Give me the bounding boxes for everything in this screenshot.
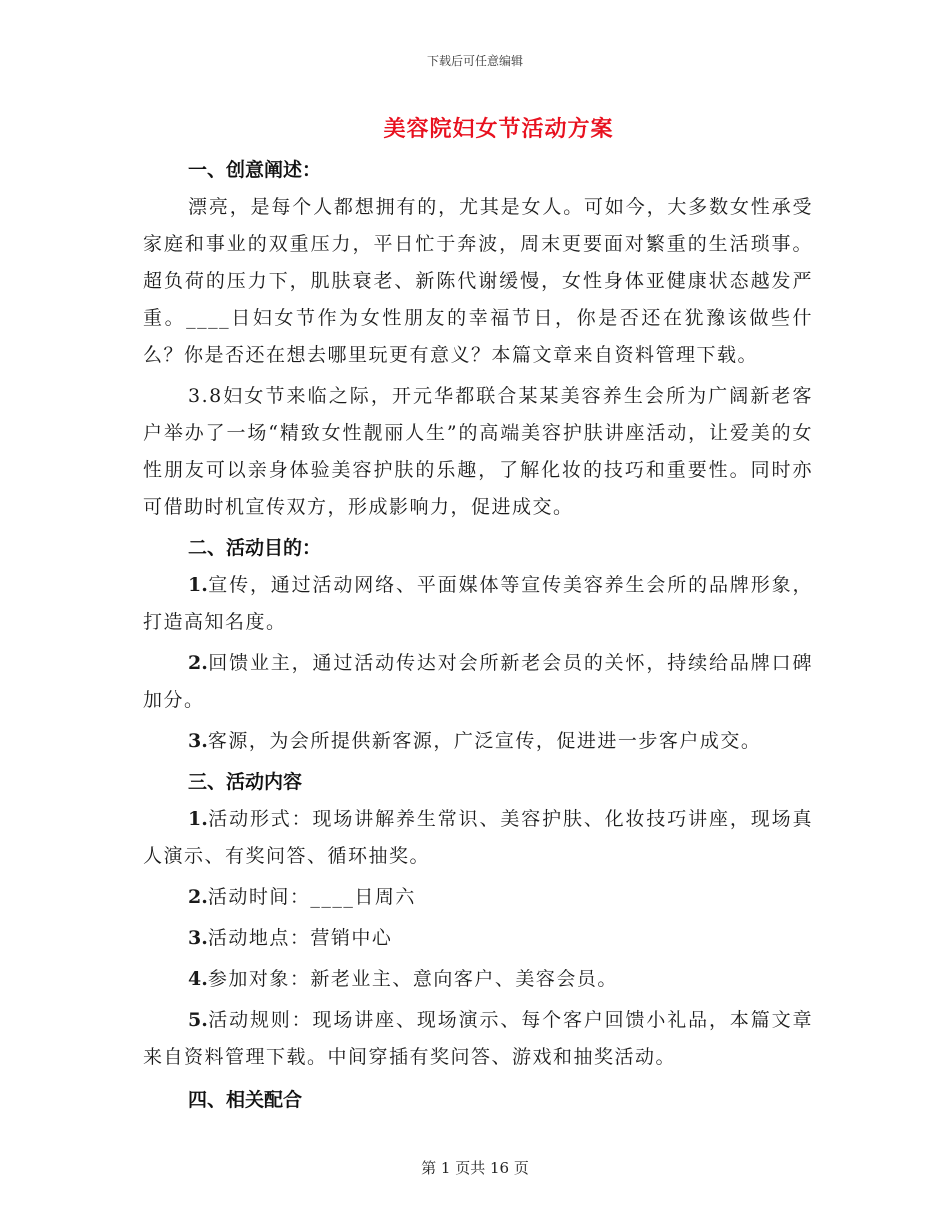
document-body (143, 152, 813, 1119)
list-item (143, 645, 813, 719)
item-number: 5. (188, 1009, 208, 1031)
list-item (143, 801, 813, 875)
item-number: 3. (188, 927, 208, 949)
section-heading: 四、相关配合 (188, 1089, 303, 1111)
list-item (143, 879, 813, 916)
item-text: 宣传，通过活动网络、平面媒体等宣传美容养生会所的品牌形象，打造高知名度。 (143, 574, 813, 633)
paragraph: 漂亮，是每个人都想拥有的，尤其是女人。可如今，大多数女性承受家庭和事业的双重压力，平日忙于奔波，周末更要面对繁重的生活琐事。超负荷的压力下，肌肤衰老、新陈代谢缓慢，女性身体亚健康状态越发严重。____日妇女节作为女性朋友的幸福节日，你是否还在犹豫该做些什么？你是否还在想去哪里玩更有意义？本篇文章来自资料管理下载。 (143, 196, 813, 366)
section-heading: 二、活动目的： (188, 537, 322, 559)
item-number: 2. (188, 886, 208, 908)
list-item (143, 1002, 813, 1076)
item-number: 1. (188, 574, 208, 596)
item-text: 参加对象：新老业主、意向客户、美容会员。 (207, 968, 618, 990)
item-number: 3. (188, 730, 208, 752)
item-text: 客源，为会所提供新客源，广泛宣传，促进进一步客户成交。 (207, 730, 762, 752)
list-item (143, 961, 813, 998)
page-footer: 第 1 页共 16 页 (421, 1159, 529, 1177)
item-text: 活动规则：现场讲座、现场演示、每个客户回馈小礼品，本篇文章来自资料管理下载。中间穿插有奖问答、游戏和抽奖活动。 (143, 1009, 813, 1068)
paragraph: 3.8妇女节来临之际，开元华都联合某某美容养生会所为广阔新老客户举办了一场“精致女性靓丽人生”的高端美容护肤讲座活动，让爱美的女性朋友可以亲身体验美容护肤的乐趣，了解化妆的技巧和重要性。同时亦可借助时机宣传双方，形成影响力，促进成交。 (143, 385, 813, 518)
item-text: 活动形式：现场讲解养生常识、美容护肤、化妆技巧讲座，现场真人演示、有奖问答、循环抽奖。 (143, 808, 813, 867)
item-number: 2. (188, 652, 208, 674)
item-text: 活动地点：营销中心 (207, 927, 393, 949)
item-text: 活动时间：____日周六 (207, 886, 416, 908)
section-heading: 一、创意阐述： (188, 159, 322, 181)
list-item (143, 567, 813, 641)
item-number: 1. (188, 808, 208, 830)
section-heading: 三、活动内容 (188, 771, 303, 793)
item-number: 4. (188, 968, 208, 990)
item-text: 回馈业主，通过活动传达对会所新老会员的关怀，持续给品牌口碑加分。 (143, 652, 813, 711)
list-item (143, 920, 813, 957)
document-title: 美容院妇女节活动方案 (383, 116, 614, 142)
list-item (143, 723, 813, 760)
header-note: 下载后可任意编辑 (426, 54, 523, 68)
